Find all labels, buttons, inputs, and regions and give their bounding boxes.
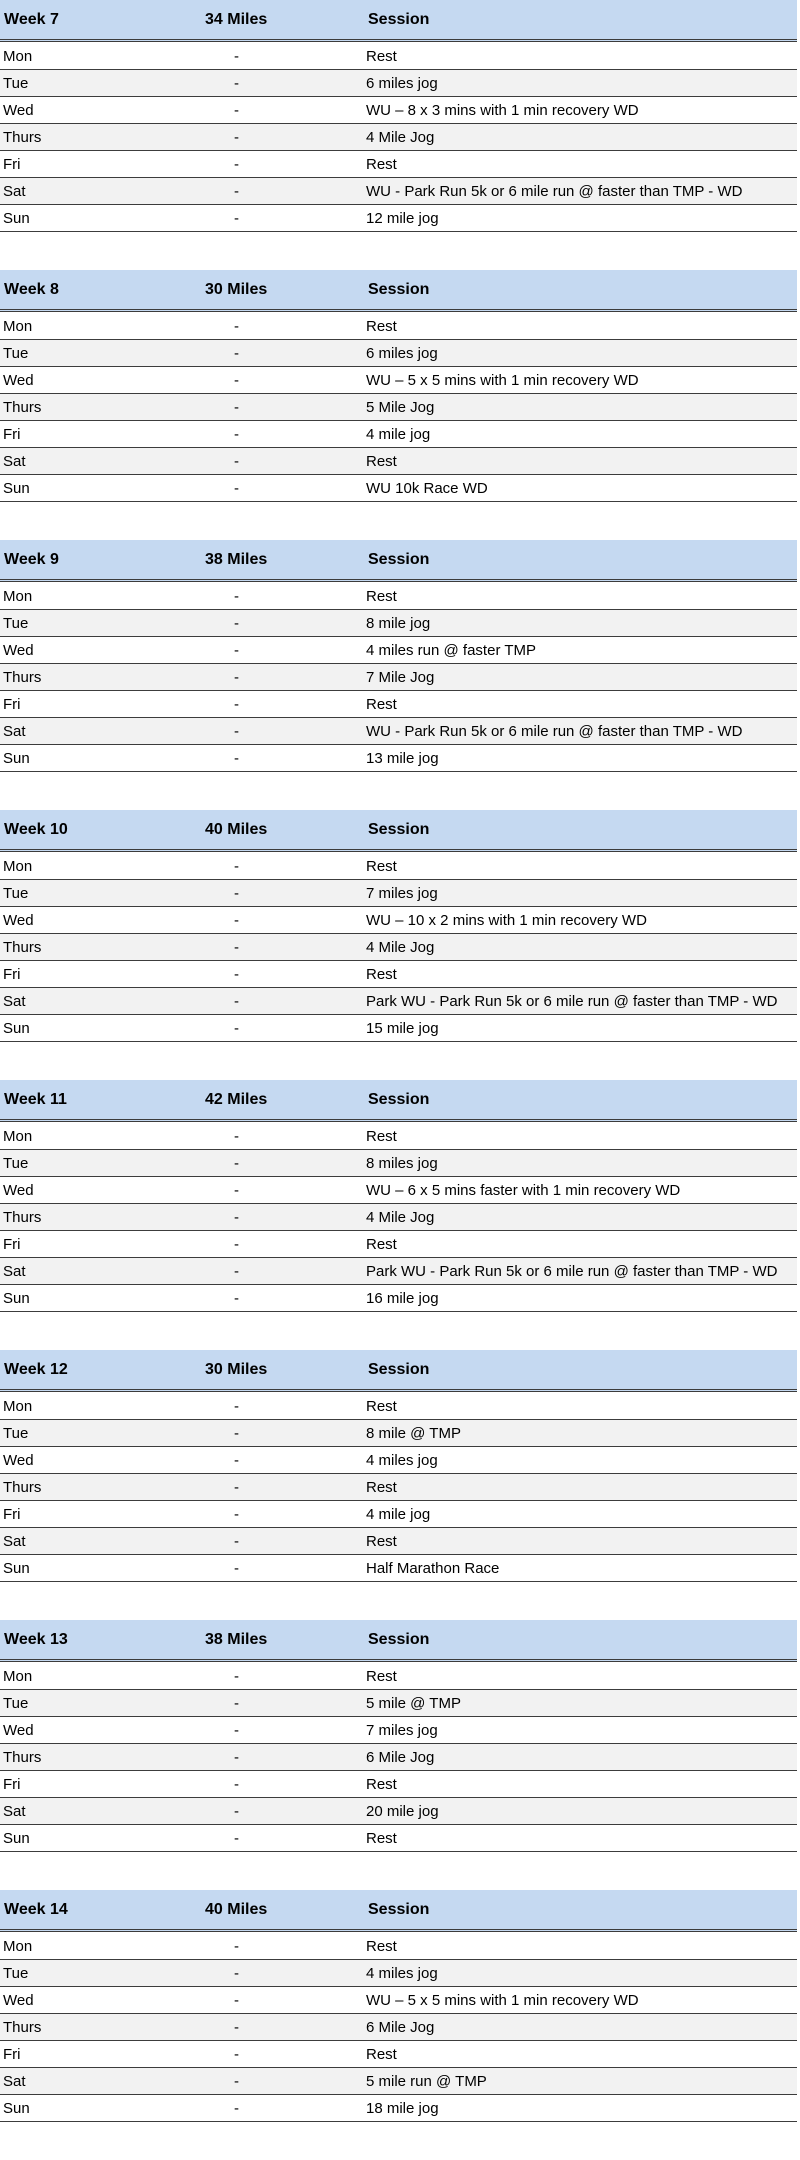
day-name: Sat — [3, 453, 26, 470]
day-name: Tue — [3, 345, 29, 362]
day-name: Sun — [3, 1560, 30, 1577]
day-row — [0, 988, 797, 1015]
day-session: 6 miles jog — [366, 345, 438, 362]
day-row — [0, 97, 797, 124]
week-section — [0, 270, 800, 540]
day-name: Sun — [3, 210, 30, 227]
day-session: WU - Park Run 5k or 6 mile run @ faster than TMP - WD — [366, 183, 743, 200]
day-distance: - — [234, 1155, 239, 1172]
day-distance: - — [234, 426, 239, 443]
day-row — [0, 1771, 797, 1798]
day-name: Sun — [3, 1020, 30, 1037]
day-row — [0, 394, 797, 421]
day-rows — [0, 1933, 797, 2122]
day-name: Wed — [3, 102, 34, 119]
day-distance: - — [234, 345, 239, 362]
day-name: Sat — [3, 1533, 26, 1550]
day-distance: - — [234, 723, 239, 740]
week-miles: 38 Miles — [205, 1631, 268, 1648]
day-distance: - — [234, 1749, 239, 1766]
day-distance: - — [234, 696, 239, 713]
day-row — [0, 1798, 797, 1825]
day-session: Rest — [366, 1533, 397, 1550]
week-miles: 30 Miles — [205, 281, 268, 298]
day-name: Tue — [3, 615, 29, 632]
day-name: Wed — [3, 1452, 34, 1469]
day-session: Rest — [366, 588, 397, 605]
day-session: WU – 6 x 5 mins faster with 1 min recovery WD — [366, 1182, 681, 1199]
day-session: Rest — [366, 1776, 397, 1793]
day-name: Sat — [3, 183, 26, 200]
day-name: Sun — [3, 1290, 30, 1307]
week-section — [0, 1890, 800, 2160]
day-distance: - — [234, 75, 239, 92]
day-distance: - — [234, 2046, 239, 2063]
day-row — [0, 340, 797, 367]
day-session: WU – 10 x 2 mins with 1 min recovery WD — [366, 912, 647, 929]
day-row — [0, 1555, 797, 1582]
day-name: Tue — [3, 1155, 29, 1172]
day-row — [0, 1123, 797, 1150]
day-rows — [0, 313, 797, 502]
day-session: Rest — [366, 1479, 397, 1496]
day-distance: - — [234, 1668, 239, 1685]
day-row — [0, 907, 797, 934]
session-column-header: Session — [368, 1901, 430, 1918]
day-distance: - — [234, 1263, 239, 1280]
day-distance: - — [234, 1290, 239, 1307]
day-distance: - — [234, 1776, 239, 1793]
day-row — [0, 1447, 797, 1474]
day-row — [0, 151, 797, 178]
day-row — [0, 367, 797, 394]
day-distance: - — [234, 156, 239, 173]
day-row — [0, 1933, 797, 1960]
session-column-header: Session — [368, 1361, 430, 1378]
day-session: 5 mile @ TMP — [366, 1695, 461, 1712]
day-name: Mon — [3, 858, 33, 875]
day-name: Tue — [3, 1695, 29, 1712]
day-row — [0, 934, 797, 961]
day-session: 4 miles jog — [366, 1965, 438, 1982]
day-session: Rest — [366, 318, 397, 335]
day-session: Park WU - Park Run 5k or 6 mile run @ faster than TMP - WD — [366, 1263, 778, 1280]
day-session: Park WU - Park Run 5k or 6 mile run @ faster than TMP - WD — [366, 993, 778, 1010]
day-row — [0, 313, 797, 340]
day-row — [0, 1474, 797, 1501]
day-session: 18 mile jog — [366, 2100, 439, 2117]
week-miles: 40 Miles — [205, 821, 268, 838]
day-row — [0, 1825, 797, 1852]
week-header — [0, 1620, 797, 1662]
day-row — [0, 2014, 797, 2041]
day-session: 4 miles jog — [366, 1452, 438, 1469]
day-distance: - — [234, 2073, 239, 2090]
week-section — [0, 0, 800, 270]
day-row — [0, 1690, 797, 1717]
day-session: 6 Mile Jog — [366, 1749, 435, 1766]
day-distance: - — [234, 48, 239, 65]
day-distance: - — [234, 1722, 239, 1739]
day-session: 4 mile jog — [366, 426, 431, 443]
day-name: Fri — [3, 2046, 21, 2063]
day-distance: - — [234, 1182, 239, 1199]
day-row — [0, 448, 797, 475]
day-row — [0, 178, 797, 205]
day-session: 7 miles jog — [366, 885, 438, 902]
day-distance: - — [234, 1128, 239, 1145]
day-row — [0, 1204, 797, 1231]
day-session: Rest — [366, 1128, 397, 1145]
week-miles: 34 Miles — [205, 11, 268, 28]
day-row — [0, 1258, 797, 1285]
day-name: Fri — [3, 696, 21, 713]
day-session: Rest — [366, 696, 397, 713]
day-session: 8 mile @ TMP — [366, 1425, 461, 1442]
week-title: Week 11 — [4, 1091, 67, 1108]
day-name: Sun — [3, 750, 30, 767]
day-name: Wed — [3, 1992, 34, 2009]
day-row — [0, 2041, 797, 2068]
day-session: 4 Mile Jog — [366, 939, 435, 956]
day-session: WU – 5 x 5 mins with 1 min recovery WD — [366, 1992, 639, 2009]
day-session: 15 mile jog — [366, 1020, 439, 1037]
day-row — [0, 880, 797, 907]
day-row — [0, 691, 797, 718]
day-name: Tue — [3, 75, 29, 92]
day-session: WU – 5 x 5 mins with 1 min recovery WD — [366, 372, 639, 389]
day-row — [0, 1528, 797, 1555]
day-rows — [0, 43, 797, 232]
day-row — [0, 1393, 797, 1420]
day-row — [0, 853, 797, 880]
day-name: Sat — [3, 723, 26, 740]
day-name: Thurs — [3, 129, 42, 146]
day-session: 8 mile jog — [366, 615, 431, 632]
day-distance: - — [234, 210, 239, 227]
day-distance: - — [234, 129, 239, 146]
session-column-header: Session — [368, 1631, 430, 1648]
day-distance: - — [234, 1938, 239, 1955]
day-distance: - — [234, 1479, 239, 1496]
week-section — [0, 1350, 800, 1620]
day-distance: - — [234, 885, 239, 902]
day-distance: - — [234, 372, 239, 389]
week-header — [0, 1350, 797, 1392]
week-title: Week 8 — [4, 281, 59, 298]
day-name: Mon — [3, 1668, 33, 1685]
day-name: Tue — [3, 885, 29, 902]
day-session: 16 mile jog — [366, 1290, 439, 1307]
day-row — [0, 421, 797, 448]
day-distance: - — [234, 858, 239, 875]
day-session: 4 miles run @ faster TMP — [366, 642, 536, 659]
week-title: Week 10 — [4, 821, 68, 838]
day-name: Thurs — [3, 1749, 42, 1766]
day-distance: - — [234, 1398, 239, 1415]
day-session: WU 10k Race WD — [366, 480, 488, 497]
day-row — [0, 664, 797, 691]
day-session: WU – 8 x 3 mins with 1 min recovery WD — [366, 102, 639, 119]
day-name: Mon — [3, 318, 33, 335]
day-row — [0, 610, 797, 637]
day-row — [0, 1177, 797, 1204]
day-session: 5 mile run @ TMP — [366, 2073, 487, 2090]
week-section — [0, 810, 800, 1080]
day-row — [0, 475, 797, 502]
day-row — [0, 1960, 797, 1987]
day-name: Tue — [3, 1965, 29, 1982]
day-distance: - — [234, 750, 239, 767]
day-row — [0, 1987, 797, 2014]
day-distance: - — [234, 588, 239, 605]
day-name: Fri — [3, 1506, 21, 1523]
day-row — [0, 1150, 797, 1177]
day-distance: - — [234, 480, 239, 497]
day-session: Rest — [366, 1398, 397, 1415]
day-row — [0, 205, 797, 232]
day-name: Thurs — [3, 2019, 42, 2036]
week-miles: 40 Miles — [205, 1901, 268, 1918]
week-header — [0, 1080, 797, 1122]
day-name: Sun — [3, 480, 30, 497]
day-session: Rest — [366, 453, 397, 470]
week-header — [0, 540, 797, 582]
day-distance: - — [234, 1560, 239, 1577]
day-name: Mon — [3, 48, 33, 65]
day-name: Thurs — [3, 669, 42, 686]
week-section — [0, 540, 800, 810]
day-session: Rest — [366, 1938, 397, 1955]
week-header — [0, 810, 797, 852]
day-distance: - — [234, 1803, 239, 1820]
day-distance: - — [234, 1452, 239, 1469]
day-session: 6 miles jog — [366, 75, 438, 92]
day-rows — [0, 1393, 797, 1582]
day-rows — [0, 1123, 797, 1312]
session-column-header: Session — [368, 11, 430, 28]
day-row — [0, 2068, 797, 2095]
day-row — [0, 583, 797, 610]
day-distance: - — [234, 318, 239, 335]
day-session: 20 mile jog — [366, 1803, 439, 1820]
day-distance: - — [234, 399, 239, 416]
day-distance: - — [234, 966, 239, 983]
week-header — [0, 1890, 797, 1932]
day-distance: - — [234, 1695, 239, 1712]
day-row — [0, 637, 797, 664]
day-distance: - — [234, 1830, 239, 1847]
day-session: Rest — [366, 156, 397, 173]
day-name: Thurs — [3, 1479, 42, 1496]
day-name: Wed — [3, 1722, 34, 1739]
day-distance: - — [234, 2019, 239, 2036]
week-header — [0, 0, 797, 42]
day-name: Fri — [3, 1236, 21, 1253]
day-name: Wed — [3, 912, 34, 929]
day-name: Wed — [3, 1182, 34, 1199]
day-name: Fri — [3, 426, 21, 443]
day-row — [0, 1744, 797, 1771]
day-name: Thurs — [3, 399, 42, 416]
day-name: Sat — [3, 1263, 26, 1280]
day-distance: - — [234, 642, 239, 659]
day-distance: - — [234, 1020, 239, 1037]
day-name: Mon — [3, 1398, 33, 1415]
day-distance: - — [234, 102, 239, 119]
day-session: 7 miles jog — [366, 1722, 438, 1739]
day-distance: - — [234, 1533, 239, 1550]
day-distance: - — [234, 615, 239, 632]
day-name: Fri — [3, 966, 21, 983]
day-distance: - — [234, 669, 239, 686]
day-name: Sat — [3, 2073, 26, 2090]
session-column-header: Session — [368, 1091, 430, 1108]
day-rows — [0, 853, 797, 1042]
day-distance: - — [234, 1506, 239, 1523]
week-miles: 38 Miles — [205, 551, 268, 568]
day-session: Rest — [366, 48, 397, 65]
day-distance: - — [234, 1209, 239, 1226]
day-session: Half Marathon Race — [366, 1560, 500, 1577]
day-distance: - — [234, 183, 239, 200]
day-distance: - — [234, 2100, 239, 2117]
day-name: Sun — [3, 2100, 30, 2117]
day-row — [0, 718, 797, 745]
day-row — [0, 124, 797, 151]
day-session: 4 mile jog — [366, 1506, 431, 1523]
day-distance: - — [234, 453, 239, 470]
day-distance: - — [234, 1425, 239, 1442]
day-session: Rest — [366, 1830, 397, 1847]
day-distance: - — [234, 993, 239, 1010]
week-section — [0, 1080, 800, 1350]
day-session: 7 Mile Jog — [366, 669, 435, 686]
day-row — [0, 1501, 797, 1528]
week-miles: 42 Miles — [205, 1091, 268, 1108]
day-session: 12 mile jog — [366, 210, 439, 227]
day-session: 8 miles jog — [366, 1155, 438, 1172]
day-name: Wed — [3, 642, 34, 659]
day-session: 4 Mile Jog — [366, 129, 435, 146]
day-session: 5 Mile Jog — [366, 399, 435, 416]
day-row — [0, 745, 797, 772]
day-name: Fri — [3, 1776, 21, 1793]
day-row — [0, 1717, 797, 1744]
day-name: Sun — [3, 1830, 30, 1847]
week-title: Week 9 — [4, 551, 59, 568]
day-name: Thurs — [3, 1209, 42, 1226]
day-session: 4 Mile Jog — [366, 1209, 435, 1226]
day-row — [0, 2095, 797, 2122]
week-title: Week 13 — [4, 1631, 68, 1648]
day-row — [0, 43, 797, 70]
day-session: 6 Mile Jog — [366, 2019, 435, 2036]
week-header — [0, 270, 797, 312]
day-name: Thurs — [3, 939, 42, 956]
day-rows — [0, 583, 797, 772]
session-column-header: Session — [368, 551, 430, 568]
day-session: WU - Park Run 5k or 6 mile run @ faster than TMP - WD — [366, 723, 743, 740]
day-distance: - — [234, 1992, 239, 2009]
day-name: Mon — [3, 1938, 33, 1955]
week-miles: 30 Miles — [205, 1361, 268, 1378]
day-name: Mon — [3, 1128, 33, 1145]
day-name: Fri — [3, 156, 21, 173]
session-column-header: Session — [368, 821, 430, 838]
week-title: Week 12 — [4, 1361, 68, 1378]
day-session: 13 mile jog — [366, 750, 439, 767]
day-name: Sat — [3, 993, 26, 1010]
day-distance: - — [234, 939, 239, 956]
week-section — [0, 1620, 800, 1890]
day-rows — [0, 1663, 797, 1852]
day-row — [0, 1285, 797, 1312]
day-row — [0, 1663, 797, 1690]
day-distance: - — [234, 1236, 239, 1253]
day-session: Rest — [366, 858, 397, 875]
day-session: Rest — [366, 1236, 397, 1253]
day-row — [0, 70, 797, 97]
day-row — [0, 1231, 797, 1258]
session-column-header: Session — [368, 281, 430, 298]
day-name: Wed — [3, 372, 34, 389]
day-name: Tue — [3, 1425, 29, 1442]
week-title: Week 7 — [4, 11, 59, 28]
day-distance: - — [234, 912, 239, 929]
day-session: Rest — [366, 1668, 397, 1685]
day-session: Rest — [366, 966, 397, 983]
day-session: Rest — [366, 2046, 397, 2063]
day-name: Mon — [3, 588, 33, 605]
day-distance: - — [234, 1965, 239, 1982]
day-row — [0, 1015, 797, 1042]
day-row — [0, 961, 797, 988]
week-title: Week 14 — [4, 1901, 68, 1918]
day-name: Sat — [3, 1803, 26, 1820]
day-row — [0, 1420, 797, 1447]
